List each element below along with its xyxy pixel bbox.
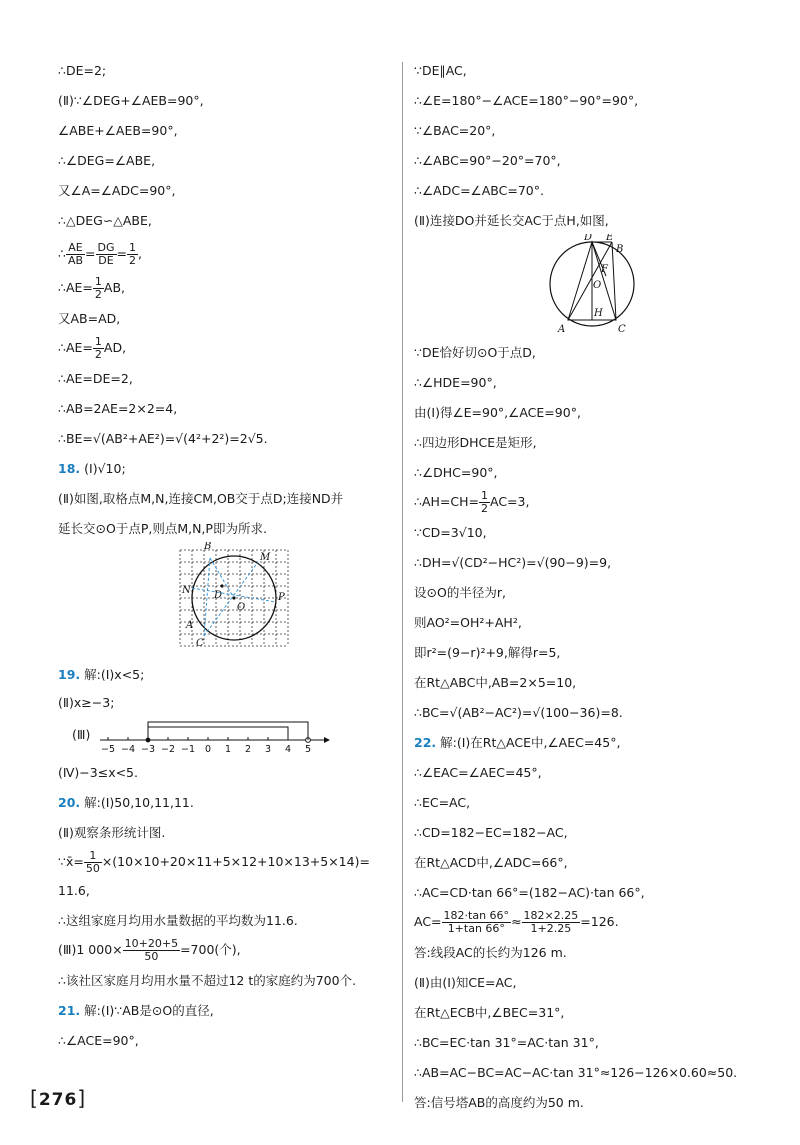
text-line: (Ⅱ)∵∠DEG+∠AEB=90°, [58, 93, 204, 108]
question-number: 21. [58, 1003, 81, 1018]
number-line-label: 3 [264, 744, 272, 755]
page-number: [276] [30, 1086, 87, 1110]
text-line: (Ⅱ)连接DO并延长交AC于点H,如图, [414, 213, 609, 228]
question-number: 22. [414, 735, 437, 750]
fraction-line: (Ⅲ)1 000× $\frac{10+20+5}{50}$ =700(个), [58, 937, 241, 963]
number-line-figure [94, 716, 394, 756]
text-line: 11.6, [58, 883, 90, 898]
text-line: ∴AB=AC−BC=AC−AC·tan 31°≈126−126×0.60≈50. [414, 1065, 738, 1080]
point-label: E [606, 234, 614, 243]
fraction-line: AC= $\frac{182\cdot\tan 66^\circ}{1+\tan 66^\circ}$ ≈ $\frac{182\times 2.25}{1+2.25}$ =126. [414, 909, 619, 935]
text-line: ∴BC=EC·tan 31°=AC·tan 31°, [414, 1035, 599, 1050]
grid-circle-figure [58, 542, 396, 654]
text-line: ∴∠E=180°−∠ACE=180°−90°=90°, [414, 93, 639, 108]
text-line: ∴∠EAC=∠AEC=45°, [414, 765, 542, 780]
number-line-label: 5 [304, 744, 312, 755]
question-20: 20. 解:(Ⅰ)50,10,11,11. [58, 795, 194, 810]
text-line: ∴∠ADC=∠ABC=70°. [414, 183, 544, 198]
text-line: ∴CD=182−EC=182−AC, [414, 825, 568, 840]
text-line: ∴∠DHC=90°, [414, 465, 498, 480]
point-label: O [237, 602, 246, 613]
text-line: ∵DE∥AC, [414, 63, 467, 78]
point-label: A [186, 620, 194, 631]
text-line: 又∠A=∠ADC=90°, [58, 183, 176, 198]
number-line-label: −5 [100, 744, 116, 755]
question-18: 18. (Ⅰ)√10; [58, 461, 126, 476]
point-label: A [558, 324, 566, 334]
point-label: H [594, 308, 603, 319]
number-line-label: −2 [160, 744, 176, 755]
text-line: (Ⅱ)由(Ⅰ)知CE=AC, [414, 975, 517, 990]
text-line: 又AB=AD, [58, 311, 121, 326]
number-line-label: 0 [204, 744, 212, 755]
question-21: 21. 解:(Ⅰ)∵AB是⊙O的直径, [58, 1003, 214, 1018]
text-line: ∴∠DEG=∠ABE, [58, 153, 156, 168]
text-line: ∴AB=2AE=2×2=4, [58, 401, 178, 416]
text-line: 在Rt△ACD中,∠ADC=66°, [414, 855, 568, 870]
text-line: ∴AC=CD·tan 66°=(182−AC)·tan 66°, [414, 885, 645, 900]
point-label: M [260, 552, 271, 563]
text-line: ∠ABE+∠AEB=90°, [58, 123, 178, 138]
point-label: B [616, 244, 624, 255]
question-number: 18. [58, 461, 81, 476]
question-22: 22. 解:(Ⅰ)在Rt△ACE中,∠AEC=45°, [414, 735, 621, 750]
text-line: ∵CD=3√10, [414, 525, 487, 540]
right-column [414, 58, 764, 1112]
column-divider [402, 62, 403, 1102]
point-label: B [204, 542, 212, 552]
fraction-line: ∵x̄= $\frac{1}{50}$ ×(10×10+20×11+5×12+10×13+5×14)= [58, 849, 370, 875]
text-line: 在Rt△ECB中,∠BEC=31°, [414, 1005, 565, 1020]
text-line: 答:信号塔AB的高度约为50 m. [414, 1095, 584, 1110]
text-line: ∴△DEG∽△ABE, [58, 213, 152, 228]
text-line: ∵DE恰好切⊙O于点D, [414, 345, 536, 360]
text-line: 答:线段AC的长约为126 m. [414, 945, 567, 960]
text-line: 由(Ⅰ)得∠E=90°,∠ACE=90°, [414, 405, 581, 420]
fraction-line: ∴AH=CH= $\frac{1}{2}$ AC=3, [414, 489, 530, 515]
point-label: C [618, 324, 626, 334]
left-column [58, 58, 396, 1050]
text-line: ∵∠BAC=20°, [414, 123, 496, 138]
text-line: ∴∠ABC=90°−20°=70°, [414, 153, 561, 168]
text-line: 则AO²=OH²+AH², [414, 615, 522, 630]
point-label: F [601, 264, 608, 275]
question-number: 20. [58, 795, 81, 810]
text-line: ∴这组家庭月均用水量数据的平均数为11.6. [58, 913, 298, 928]
text-line: ∴DE=2; [58, 63, 107, 78]
text-line: (Ⅱ)x≥−3; [58, 695, 115, 710]
text-line: ∴DH=√(CD²−HC²)=√(90−9)=9, [414, 555, 612, 570]
text-line: ∴四边形DHCE是矩形, [414, 435, 537, 450]
text-line: 即r²=(9−r)²+9,解得r=5, [414, 645, 561, 660]
number-line-label: −1 [180, 744, 196, 755]
text-line: 延长交⊙O于点P,则点M,N,P即为所求. [58, 521, 267, 536]
fraction-line: ∴AE= $\frac{1}{2}$ AB, [58, 275, 125, 301]
fraction-line: ∴AE= $\frac{1}{2}$ AD, [58, 335, 127, 361]
number-line-label: 2 [244, 744, 252, 755]
number-line-label: 1 [224, 744, 232, 755]
text-line: (Ⅱ)如图,取格点M,N,连接CM,OB交于点D;连接ND并 [58, 491, 344, 506]
number-line-row [58, 716, 396, 756]
text-line: (Ⅱ)观察条形统计图. [58, 825, 166, 840]
fraction-line: ∴ $\frac{AE}{AB}$ = $\frac{DG}{DE}$ = $\frac{1}{2}$ , [58, 241, 142, 267]
text-line: ∴∠ACE=90°, [58, 1033, 139, 1048]
text-line: ∴BE=√(AB²+AE²)=√(4²+2²)=2√5. [58, 431, 268, 446]
number-line-label: 4 [284, 744, 292, 755]
text-line: ∴AE=DE=2, [58, 371, 133, 386]
text-line: ∴BC=√(AB²−AC²)=√(100−36)=8. [414, 705, 623, 720]
question-19: 19. 解:(Ⅰ)x<5; [58, 667, 145, 682]
text-line: ∴该社区家庭月均用水量不超过12 t的家庭约为700个. [58, 973, 357, 988]
point-label: C [196, 638, 204, 649]
text-line: ∴∠HDE=90°, [414, 375, 497, 390]
number-line-label: −4 [120, 744, 136, 755]
question-number: 19. [58, 667, 81, 682]
text-line: (Ⅲ) [72, 727, 91, 742]
text-line: (Ⅳ)−3≤x<5. [58, 765, 138, 780]
circle-geometry-figure [414, 234, 764, 334]
text-line: 设⊙O的半径为r, [414, 585, 506, 600]
point-label: D [214, 590, 223, 601]
point-label: D [584, 234, 593, 243]
point-label: P [278, 592, 285, 603]
text-line: ∴EC=AC, [414, 795, 471, 810]
text-line: 在Rt△ABC中,AB=2×5=10, [414, 675, 577, 690]
point-label: O [593, 280, 602, 291]
number-line-label: −3 [140, 744, 156, 755]
point-label: N [182, 585, 191, 596]
